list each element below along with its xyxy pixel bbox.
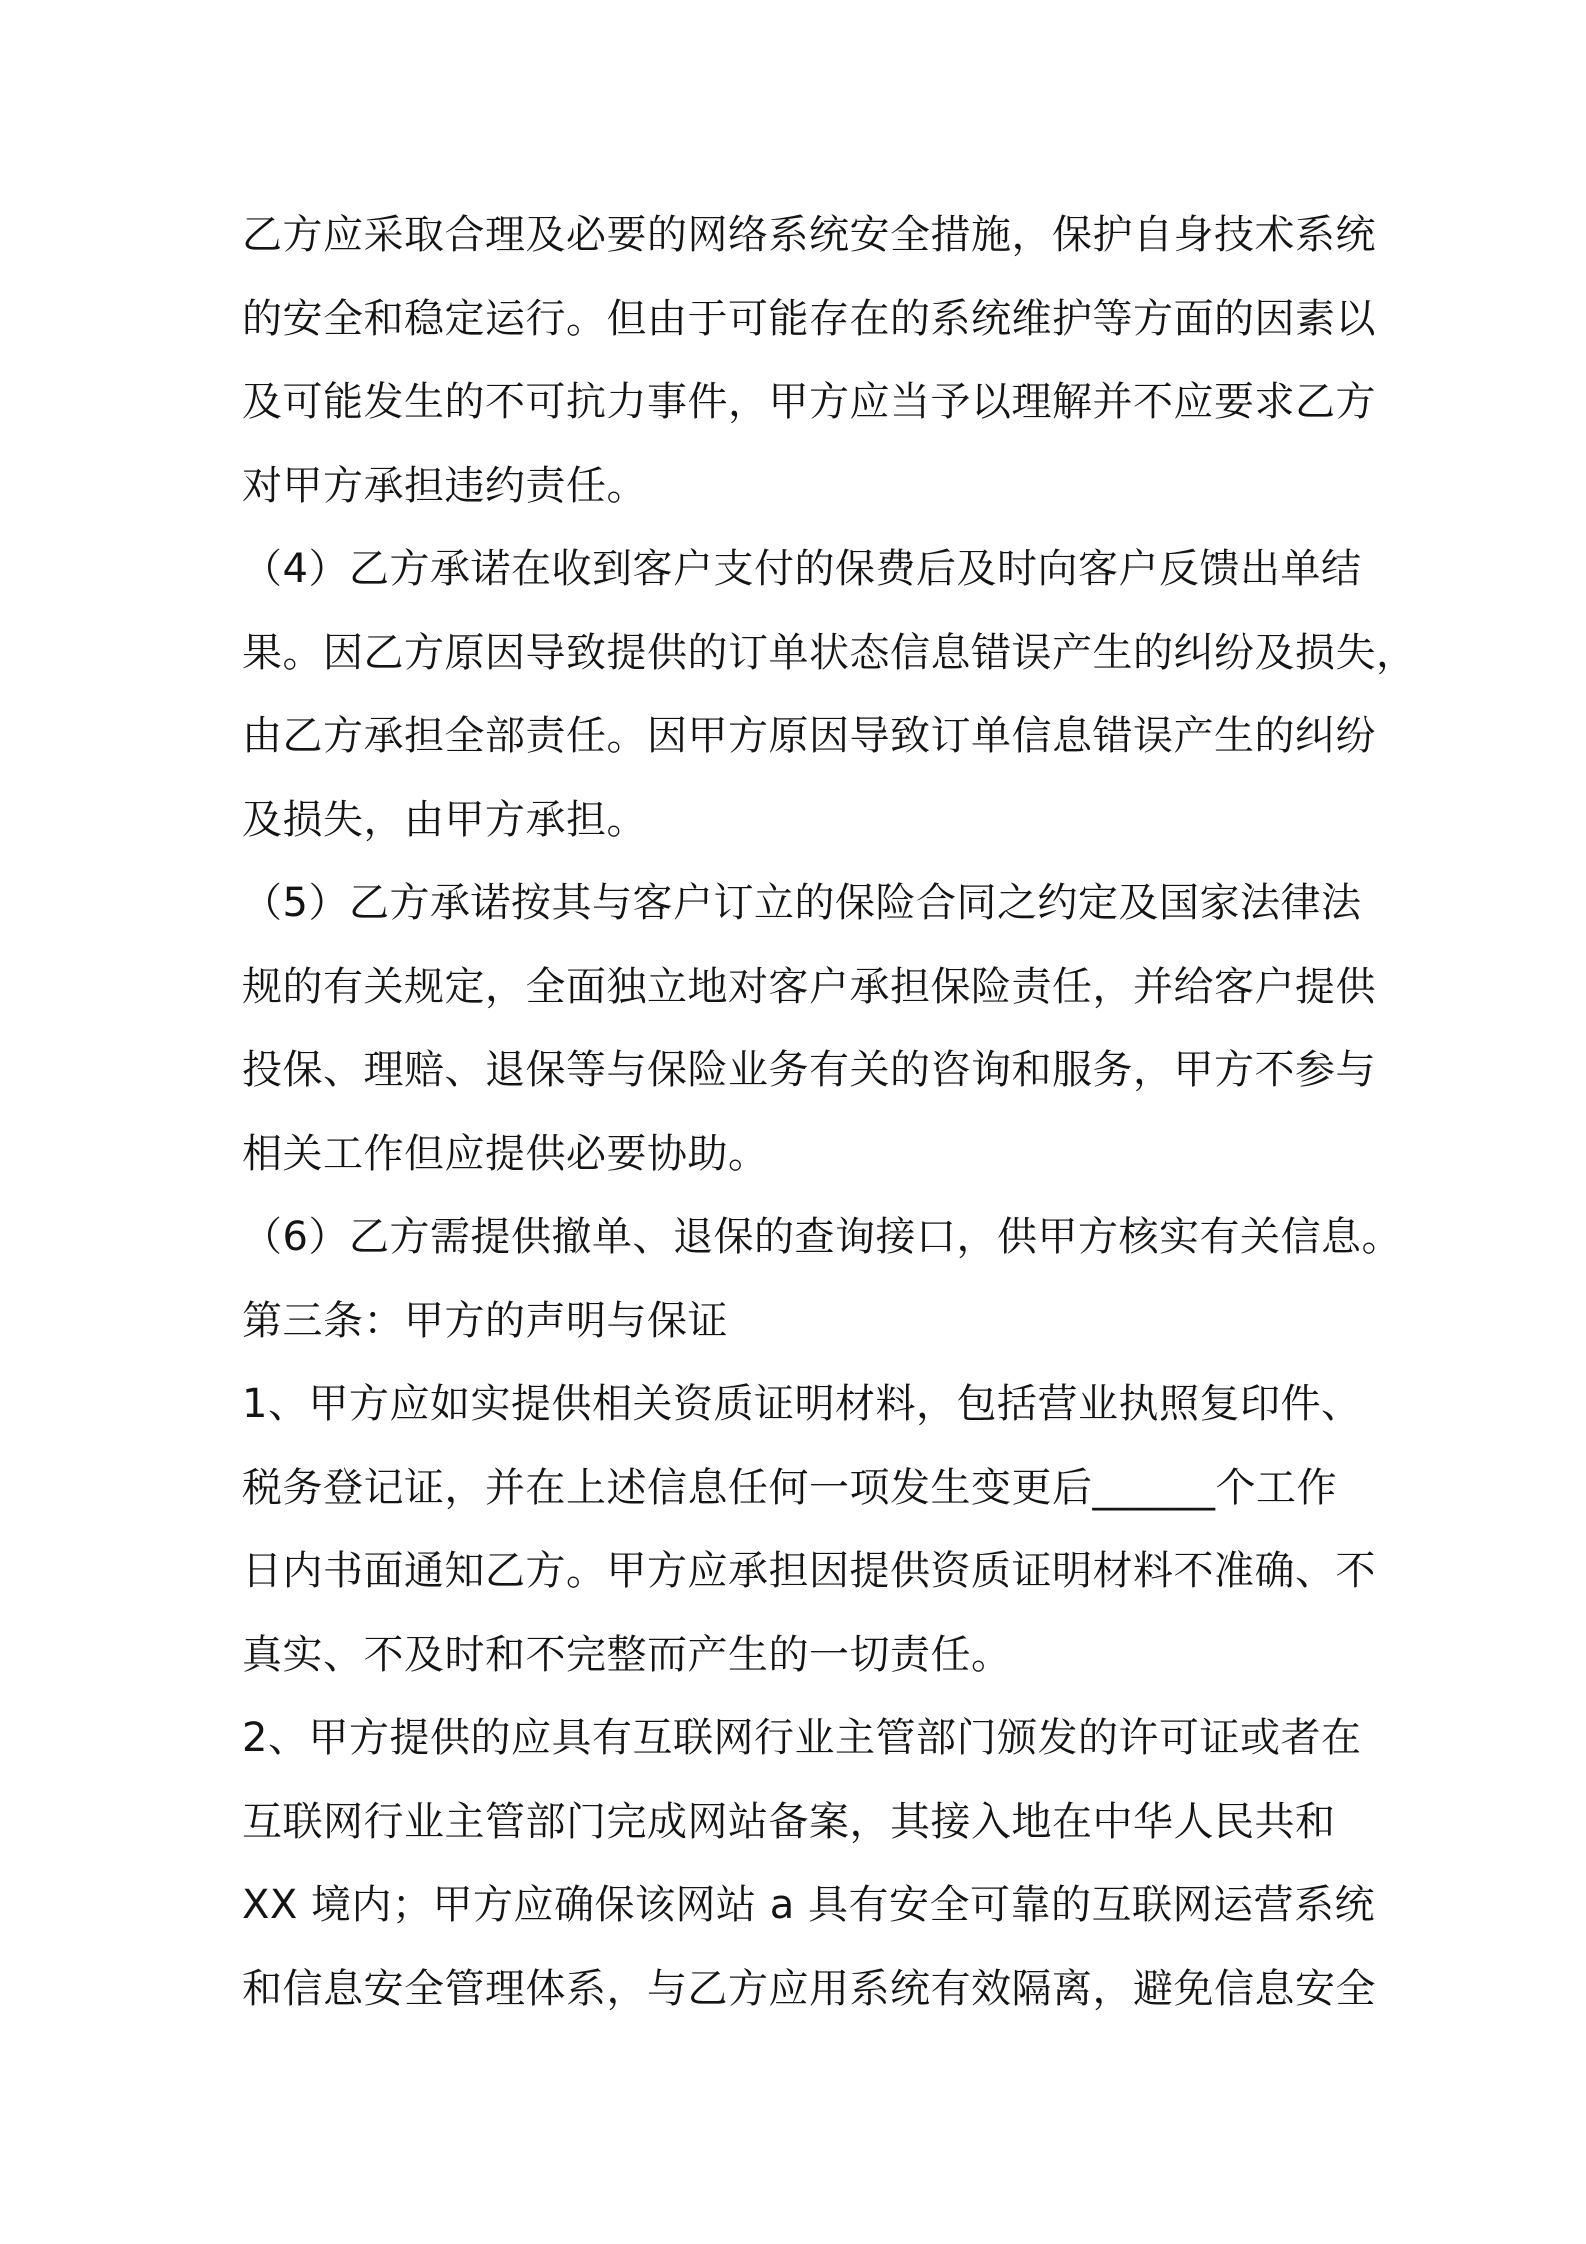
text-line: 互联网行业主管部门完成网站备案，其接入地在中华人民共和 <box>242 1798 1336 1845</box>
document-body <box>242 194 1417 2031</box>
text-line: 投保、理赔、退保等与保险业务有关的咨询和服务，甲方不参与 <box>242 1047 1376 1093</box>
text-line: 及损失，由甲方承担。 <box>242 796 647 843</box>
text-line: 税务登记证，并在上述信息任何一项发生变更后______个工作 <box>242 1464 1337 1511</box>
text-line: 真实、不及时和不完整而产生的一切责任。 <box>242 1631 1012 1678</box>
text-line: 的安全和稳定运行。但由于可能存在的系统维护等方面的因素以 <box>242 295 1376 342</box>
item-1-line: 1、甲方应如实提供相关资质证明材料，包括营业执照复印件、 <box>242 1381 1362 1427</box>
text-line: 果。因乙方原因导致提供的订单状态信息错误产生的纠纷及损失， <box>242 629 1417 676</box>
text-line: 日内书面通知乙方。甲方应承担因提供资质证明材料不准确、不 <box>242 1548 1376 1594</box>
clause-6-line: （6）乙方需提供撤单、退保的查询接口，供甲方核实有关信息。 <box>242 1214 1402 1260</box>
clause-4-line: （4）乙方承诺在收到客户支付的保费后及时向客户反馈出单结 <box>242 546 1362 592</box>
text-line: 相关工作但应提供必要协助。 <box>242 1130 769 1177</box>
item-2-line: 2、甲方提供的应具有互联网行业主管部门颁发的许可证或者在 <box>242 1715 1362 1761</box>
article-3-heading: 第三条：甲方的声明与保证 <box>242 1297 728 1344</box>
text-line: 及可能发生的不可抗力事件，甲方应当予以理解并不应要求乙方 <box>242 379 1376 425</box>
text-line: 和信息安全管理体系，与乙方应用系统有效隔离，避免信息安全 <box>242 1965 1376 2012</box>
text-line: 乙方应采取合理及必要的网络系统安全措施，保护自身技术系统 <box>242 212 1376 258</box>
text-line: 由乙方承担全部责任。因甲方原因导致订单信息错误产生的纠纷 <box>242 713 1376 759</box>
text-line: 规的有关规定，全面独立地对客户承担保险责任，并给客户提供 <box>242 963 1376 1010</box>
clause-5-line: （5）乙方承诺按其与客户订立的保险合同之约定及国家法律法 <box>242 880 1362 926</box>
text-line: XX 境内；甲方应确保该网站 a 具有安全可靠的互联网运营系统 <box>242 1882 1375 1928</box>
text-line: 对甲方承担违约责任。 <box>242 462 647 509</box>
